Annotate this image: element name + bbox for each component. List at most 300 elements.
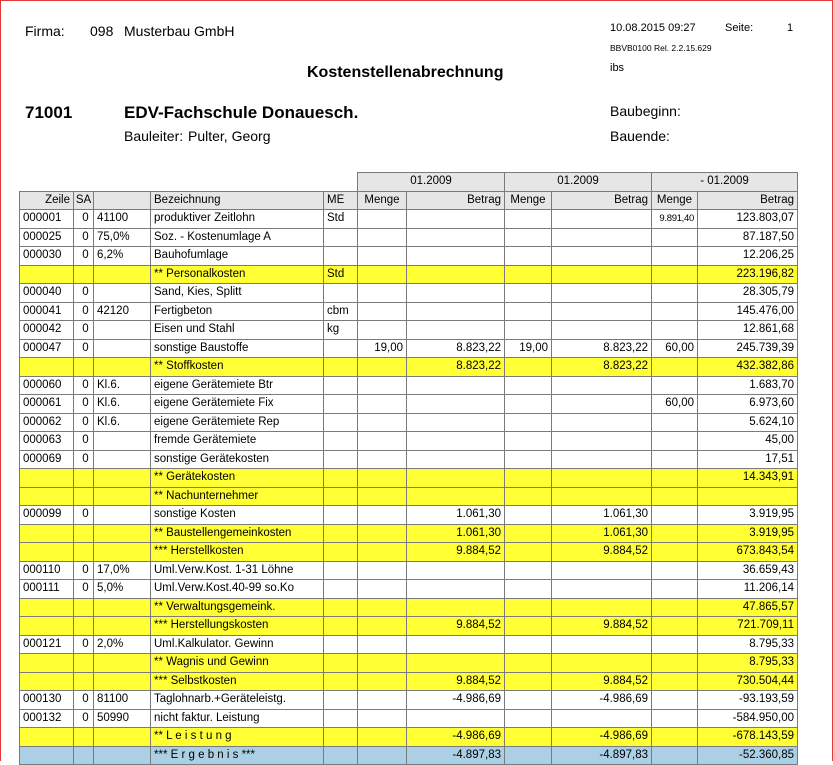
cell-me xyxy=(324,543,358,562)
cell-me xyxy=(324,284,358,303)
cell-zeile xyxy=(20,524,74,543)
cell-bezeichnung: *** E r g e b n i s *** xyxy=(151,746,324,765)
cell-menge-1 xyxy=(358,376,407,395)
cell-menge-2 xyxy=(505,709,552,728)
subtotal-row xyxy=(20,524,798,543)
cell-me xyxy=(324,469,358,488)
cell-menge-3 xyxy=(652,265,698,284)
cell-betrag-3: 145.476,00 xyxy=(698,302,798,321)
cell-menge-2 xyxy=(505,469,552,488)
cell-menge-3 xyxy=(652,487,698,506)
cell-zeile: 000110 xyxy=(20,561,74,580)
cell-betrag-2 xyxy=(552,487,652,506)
cell-menge-3 xyxy=(652,580,698,599)
cell-betrag-1 xyxy=(407,284,505,303)
page-number: 1 xyxy=(787,22,794,34)
cell-sa: 0 xyxy=(74,395,94,414)
cell-zeile xyxy=(20,265,74,284)
cell-betrag-3: 47.865,57 xyxy=(698,598,798,617)
cell-menge-3: 60,00 xyxy=(652,395,698,414)
cell-me xyxy=(324,395,358,414)
cell-menge-3 xyxy=(652,561,698,580)
cell-betrag-2 xyxy=(552,598,652,617)
cell-bezeichnung: ** L e i s t u n g xyxy=(151,728,324,747)
column-header-row xyxy=(20,191,798,210)
cell-betrag-3: -678.143,59 xyxy=(698,728,798,747)
cell-menge-1 xyxy=(358,580,407,599)
cell-bezeichnung: ** Wagnis und Gewinn xyxy=(151,654,324,673)
cell-menge-3 xyxy=(652,598,698,617)
cell-sa: 0 xyxy=(74,432,94,451)
cell-menge-3 xyxy=(652,358,698,377)
cell-bezeichnung: eigene Gerätemiete Fix xyxy=(151,395,324,414)
cell-betrag-1 xyxy=(407,265,505,284)
cell-ref xyxy=(94,321,151,340)
table-row xyxy=(20,284,798,303)
cell-zeile xyxy=(20,654,74,673)
cell-menge-3 xyxy=(652,709,698,728)
col-header-ref xyxy=(94,191,151,210)
cell-menge-3 xyxy=(652,321,698,340)
cell-menge-3 xyxy=(652,284,698,303)
table-row xyxy=(20,413,798,432)
cell-me xyxy=(324,654,358,673)
cell-menge-3 xyxy=(652,302,698,321)
cell-menge-3 xyxy=(652,635,698,654)
cell-menge-1 xyxy=(358,265,407,284)
cell-zeile: 000041 xyxy=(20,302,74,321)
cell-me xyxy=(324,339,358,358)
cell-menge-1 xyxy=(358,450,407,469)
cell-zeile xyxy=(20,487,74,506)
cell-me: Std xyxy=(324,210,358,229)
cell-betrag-2: 8.823,22 xyxy=(552,358,652,377)
cell-betrag-2: -4.986,69 xyxy=(552,691,652,710)
report-title: Kostenstellenabrechnung xyxy=(307,64,504,81)
cell-zeile: 000060 xyxy=(20,376,74,395)
cell-ref xyxy=(94,339,151,358)
cell-menge-1 xyxy=(358,247,407,266)
cell-me xyxy=(324,450,358,469)
cell-betrag-1 xyxy=(407,580,505,599)
cell-zeile xyxy=(20,598,74,617)
cell-menge-2 xyxy=(505,524,552,543)
col-header-zeile: Zeile xyxy=(20,191,74,210)
cell-betrag-3: 5.624,10 xyxy=(698,413,798,432)
cell-ref: 81100 xyxy=(94,691,151,710)
cell-sa xyxy=(74,469,94,488)
subtotal-row xyxy=(20,469,798,488)
cell-sa: 0 xyxy=(74,561,94,580)
cell-sa: 0 xyxy=(74,506,94,525)
cell-menge-2 xyxy=(505,358,552,377)
cell-betrag-3: 673.843,54 xyxy=(698,543,798,562)
cell-ref xyxy=(94,450,151,469)
table-row xyxy=(20,709,798,728)
cell-zeile: 000111 xyxy=(20,580,74,599)
cell-menge-1 xyxy=(358,672,407,691)
cell-me xyxy=(324,672,358,691)
cell-bezeichnung: eigene Gerätemiete Rep xyxy=(151,413,324,432)
cell-bezeichnung: Uml.Kalkulator. Gewinn xyxy=(151,635,324,654)
cell-betrag-1: 9.884,52 xyxy=(407,543,505,562)
cell-betrag-1: -4.986,69 xyxy=(407,691,505,710)
cell-ref xyxy=(94,728,151,747)
cell-menge-3 xyxy=(652,524,698,543)
table-row xyxy=(20,228,798,247)
cell-zeile: 000062 xyxy=(20,413,74,432)
cell-betrag-1: -4.986,69 xyxy=(407,728,505,747)
cell-ref: 50990 xyxy=(94,709,151,728)
table-row xyxy=(20,506,798,525)
cell-menge-2 xyxy=(505,210,552,229)
cell-sa xyxy=(74,598,94,617)
period-header-3: - 01.2009 xyxy=(652,173,798,192)
cell-bezeichnung: Bauhofumlage xyxy=(151,247,324,266)
cell-betrag-2 xyxy=(552,395,652,414)
cell-me xyxy=(324,228,358,247)
subtotal-row xyxy=(20,265,798,284)
table-row xyxy=(20,450,798,469)
cell-sa xyxy=(74,728,94,747)
cell-me: kg xyxy=(324,321,358,340)
cell-ref xyxy=(94,506,151,525)
cell-bezeichnung: Taglohnarb.+Geräteleistg. xyxy=(151,691,324,710)
cell-ref xyxy=(94,617,151,636)
cell-zeile xyxy=(20,728,74,747)
cell-menge-1 xyxy=(358,635,407,654)
table-row xyxy=(20,321,798,340)
cell-bezeichnung: *** Selbstkosten xyxy=(151,672,324,691)
cell-ref: 41100 xyxy=(94,210,151,229)
cell-sa: 0 xyxy=(74,450,94,469)
cell-menge-1 xyxy=(358,469,407,488)
cell-menge-2 xyxy=(505,691,552,710)
table-row xyxy=(20,395,798,414)
cell-bezeichnung: Eisen und Stahl xyxy=(151,321,324,340)
col-header-menge-1: Menge xyxy=(358,191,407,210)
cell-betrag-1 xyxy=(407,228,505,247)
cell-menge-2 xyxy=(505,561,552,580)
baubeginn-label: Baubeginn: xyxy=(610,103,681,119)
cell-bezeichnung: ** Verwaltungsgemeink. xyxy=(151,598,324,617)
cell-bezeichnung: *** Herstellungskosten xyxy=(151,617,324,636)
cell-me xyxy=(324,506,358,525)
cell-betrag-1: 1.061,30 xyxy=(407,506,505,525)
table-row xyxy=(20,210,798,229)
cell-betrag-1: 9.884,52 xyxy=(407,672,505,691)
cell-ref xyxy=(94,469,151,488)
cell-menge-2 xyxy=(505,635,552,654)
cell-menge-2 xyxy=(505,395,552,414)
cell-betrag-3: 6.973,60 xyxy=(698,395,798,414)
cell-sa: 0 xyxy=(74,709,94,728)
cell-menge-2: 19,00 xyxy=(505,339,552,358)
cell-bezeichnung: fremde Gerätemiete xyxy=(151,432,324,451)
cell-me xyxy=(324,358,358,377)
cell-menge-2 xyxy=(505,321,552,340)
cell-menge-3 xyxy=(652,469,698,488)
table-row xyxy=(20,580,798,599)
cell-betrag-3: 8.795,33 xyxy=(698,635,798,654)
cell-betrag-3: -93.193,59 xyxy=(698,691,798,710)
cell-betrag-3: 11.206,14 xyxy=(698,580,798,599)
cell-betrag-3: 245.739,39 xyxy=(698,339,798,358)
cell-menge-3 xyxy=(652,413,698,432)
cell-bezeichnung: sonstige Baustoffe xyxy=(151,339,324,358)
cell-zeile xyxy=(20,617,74,636)
cell-bezeichnung: sonstige Kosten xyxy=(151,506,324,525)
cell-me xyxy=(324,691,358,710)
cell-betrag-2 xyxy=(552,376,652,395)
cell-menge-3 xyxy=(652,728,698,747)
cell-bezeichnung: sonstige Gerätekosten xyxy=(151,450,324,469)
cell-sa xyxy=(74,543,94,562)
cell-betrag-3: 223.196,82 xyxy=(698,265,798,284)
cell-zeile: 000132 xyxy=(20,709,74,728)
cell-menge-2 xyxy=(505,598,552,617)
cell-me xyxy=(324,432,358,451)
cell-menge-1 xyxy=(358,358,407,377)
cell-sa: 0 xyxy=(74,635,94,654)
cell-menge-2 xyxy=(505,450,552,469)
cell-betrag-3: 17,51 xyxy=(698,450,798,469)
subtotal-row xyxy=(20,543,798,562)
cell-menge-3 xyxy=(652,450,698,469)
cell-menge-3 xyxy=(652,228,698,247)
cell-betrag-2 xyxy=(552,580,652,599)
cell-betrag-1 xyxy=(407,210,505,229)
cell-ref xyxy=(94,284,151,303)
cell-me xyxy=(324,709,358,728)
cell-betrag-3: 14.343,91 xyxy=(698,469,798,488)
cell-me xyxy=(324,635,358,654)
cell-betrag-1 xyxy=(407,469,505,488)
cell-sa: 0 xyxy=(74,228,94,247)
cell-betrag-3: 12.861,68 xyxy=(698,321,798,340)
cell-betrag-2: 9.884,52 xyxy=(552,617,652,636)
cell-sa xyxy=(74,487,94,506)
cell-betrag-1: 9.884,52 xyxy=(407,617,505,636)
cell-betrag-2: 8.823,22 xyxy=(552,339,652,358)
cell-betrag-3: 36.659,43 xyxy=(698,561,798,580)
cell-betrag-3: 3.919,95 xyxy=(698,506,798,525)
cell-menge-1 xyxy=(358,228,407,247)
cell-bezeichnung: Uml.Verw.Kost.40-99 so.Ko xyxy=(151,580,324,599)
cell-zeile: 000025 xyxy=(20,228,74,247)
cell-menge-2 xyxy=(505,506,552,525)
cell-betrag-2: 1.061,30 xyxy=(552,506,652,525)
cell-betrag-1 xyxy=(407,561,505,580)
cell-betrag-2: -4.897,83 xyxy=(552,746,652,765)
cell-me xyxy=(324,376,358,395)
cell-bezeichnung: nicht faktur. Leistung xyxy=(151,709,324,728)
cell-ref: 42120 xyxy=(94,302,151,321)
cell-betrag-2 xyxy=(552,432,652,451)
cell-betrag-3: 432.382,86 xyxy=(698,358,798,377)
cell-sa: 0 xyxy=(74,321,94,340)
cell-menge-3 xyxy=(652,543,698,562)
cell-zeile: 000069 xyxy=(20,450,74,469)
cell-bezeichnung: Uml.Verw.Kost. 1-31 Löhne xyxy=(151,561,324,580)
table-row xyxy=(20,302,798,321)
cell-sa: 0 xyxy=(74,413,94,432)
cell-menge-1 xyxy=(358,395,407,414)
cell-sa xyxy=(74,358,94,377)
cell-zeile: 000061 xyxy=(20,395,74,414)
cell-ref: 5,0% xyxy=(94,580,151,599)
cell-sa: 0 xyxy=(74,210,94,229)
period-header-1: 01.2009 xyxy=(358,173,505,192)
cell-bezeichnung: Fertigbeton xyxy=(151,302,324,321)
cell-menge-3 xyxy=(652,691,698,710)
cell-ref xyxy=(94,654,151,673)
subtotal-row xyxy=(20,617,798,636)
period-header-row xyxy=(20,173,798,192)
cell-menge-1 xyxy=(358,561,407,580)
cell-betrag-3: 87.187,50 xyxy=(698,228,798,247)
cell-betrag-3: 28.305,79 xyxy=(698,284,798,303)
cell-menge-2 xyxy=(505,617,552,636)
cell-me xyxy=(324,580,358,599)
cell-zeile: 000040 xyxy=(20,284,74,303)
cell-betrag-1 xyxy=(407,395,505,414)
col-header-sa: SA xyxy=(74,191,94,210)
cell-betrag-1 xyxy=(407,413,505,432)
cost-center-name: EDV-Fachschule Donauesch. xyxy=(124,103,359,122)
cell-menge-3 xyxy=(652,672,698,691)
cell-menge-1 xyxy=(358,598,407,617)
cell-me xyxy=(324,728,358,747)
col-header-menge-2: Menge xyxy=(505,191,552,210)
cell-betrag-1: 8.823,22 xyxy=(407,358,505,377)
cell-sa: 0 xyxy=(74,339,94,358)
cell-menge-3 xyxy=(652,432,698,451)
cell-menge-2 xyxy=(505,265,552,284)
col-header-me: ME xyxy=(324,191,358,210)
cell-ref: 6,2% xyxy=(94,247,151,266)
col-header-menge-3: Menge xyxy=(652,191,698,210)
cell-sa: 0 xyxy=(74,302,94,321)
table-row xyxy=(20,247,798,266)
table-row xyxy=(20,432,798,451)
cell-menge-1 xyxy=(358,321,407,340)
cell-bezeichnung: ** Personalkosten xyxy=(151,265,324,284)
cell-bezeichnung: ** Nachunternehmer xyxy=(151,487,324,506)
cell-zeile xyxy=(20,543,74,562)
cell-menge-2 xyxy=(505,228,552,247)
cell-menge-2 xyxy=(505,432,552,451)
cell-zeile: 000130 xyxy=(20,691,74,710)
cell-menge-1 xyxy=(358,654,407,673)
cell-bezeichnung: ** Baustellengemeinkosten xyxy=(151,524,324,543)
cell-betrag-1: 8.823,22 xyxy=(407,339,505,358)
cell-menge-1: 19,00 xyxy=(358,339,407,358)
cell-menge-2 xyxy=(505,302,552,321)
cell-menge-3 xyxy=(652,247,698,266)
cell-menge-3 xyxy=(652,376,698,395)
cell-sa: 0 xyxy=(74,691,94,710)
cell-menge-1 xyxy=(358,413,407,432)
cell-betrag-2 xyxy=(552,709,652,728)
cell-zeile: 000121 xyxy=(20,635,74,654)
cell-betrag-2: -4.986,69 xyxy=(552,728,652,747)
cell-menge-1 xyxy=(358,524,407,543)
cell-menge-1 xyxy=(358,691,407,710)
cell-sa xyxy=(74,654,94,673)
cell-betrag-3: -584.950,00 xyxy=(698,709,798,728)
cell-menge-1 xyxy=(358,210,407,229)
cell-zeile: 000030 xyxy=(20,247,74,266)
cell-betrag-1 xyxy=(407,247,505,266)
cell-betrag-2: 1.061,30 xyxy=(552,524,652,543)
firma-label: Firma: xyxy=(25,23,65,39)
cell-menge-2 xyxy=(505,413,552,432)
bauleiter-label: Bauleiter: xyxy=(124,128,184,144)
cell-menge-3: 9.891,40 xyxy=(652,210,698,229)
cell-menge-3 xyxy=(652,506,698,525)
cell-bezeichnung: *** Herstellkosten xyxy=(151,543,324,562)
cell-ref xyxy=(94,487,151,506)
cell-ref: Kl.6. xyxy=(94,376,151,395)
cell-menge-3: 60,00 xyxy=(652,339,698,358)
bauende-label: Bauende: xyxy=(610,128,670,144)
cell-betrag-1: -4.897,83 xyxy=(407,746,505,765)
cell-betrag-3: 730.504,44 xyxy=(698,672,798,691)
cell-menge-1 xyxy=(358,709,407,728)
cell-me: Std xyxy=(324,265,358,284)
cell-bezeichnung: eigene Gerätemiete Btr xyxy=(151,376,324,395)
cell-menge-3 xyxy=(652,654,698,673)
cell-menge-2 xyxy=(505,580,552,599)
cell-menge-1 xyxy=(358,617,407,636)
cell-menge-2 xyxy=(505,376,552,395)
cell-menge-1 xyxy=(358,432,407,451)
cell-bezeichnung: Sand, Kies, Splitt xyxy=(151,284,324,303)
firma-nr: 098 xyxy=(90,23,114,39)
cell-betrag-3: 8.795,33 xyxy=(698,654,798,673)
cell-betrag-2 xyxy=(552,561,652,580)
cell-me xyxy=(324,561,358,580)
cell-betrag-2 xyxy=(552,450,652,469)
cell-ref xyxy=(94,524,151,543)
cell-betrag-2 xyxy=(552,284,652,303)
cell-betrag-3: 123.803,07 xyxy=(698,210,798,229)
cell-zeile: 000001 xyxy=(20,210,74,229)
subtotal-row xyxy=(20,598,798,617)
cell-betrag-1 xyxy=(407,376,505,395)
cell-zeile: 000042 xyxy=(20,321,74,340)
cell-zeile xyxy=(20,469,74,488)
cell-ref: 75,0% xyxy=(94,228,151,247)
cell-menge-2 xyxy=(505,284,552,303)
col-header-betrag-3: Betrag xyxy=(698,191,798,210)
cell-menge-1 xyxy=(358,487,407,506)
cell-sa xyxy=(74,672,94,691)
cell-betrag-3 xyxy=(698,487,798,506)
cost-center-number: 71001 xyxy=(25,103,73,122)
cell-me xyxy=(324,247,358,266)
cell-sa xyxy=(74,524,94,543)
cell-betrag-2 xyxy=(552,635,652,654)
cell-betrag-2 xyxy=(552,413,652,432)
cell-betrag-2: 9.884,52 xyxy=(552,543,652,562)
cell-ref xyxy=(94,598,151,617)
cell-ref xyxy=(94,265,151,284)
cell-betrag-2 xyxy=(552,247,652,266)
cell-betrag-1 xyxy=(407,598,505,617)
report-datetime: 10.08.2015 09:27 xyxy=(610,22,696,34)
